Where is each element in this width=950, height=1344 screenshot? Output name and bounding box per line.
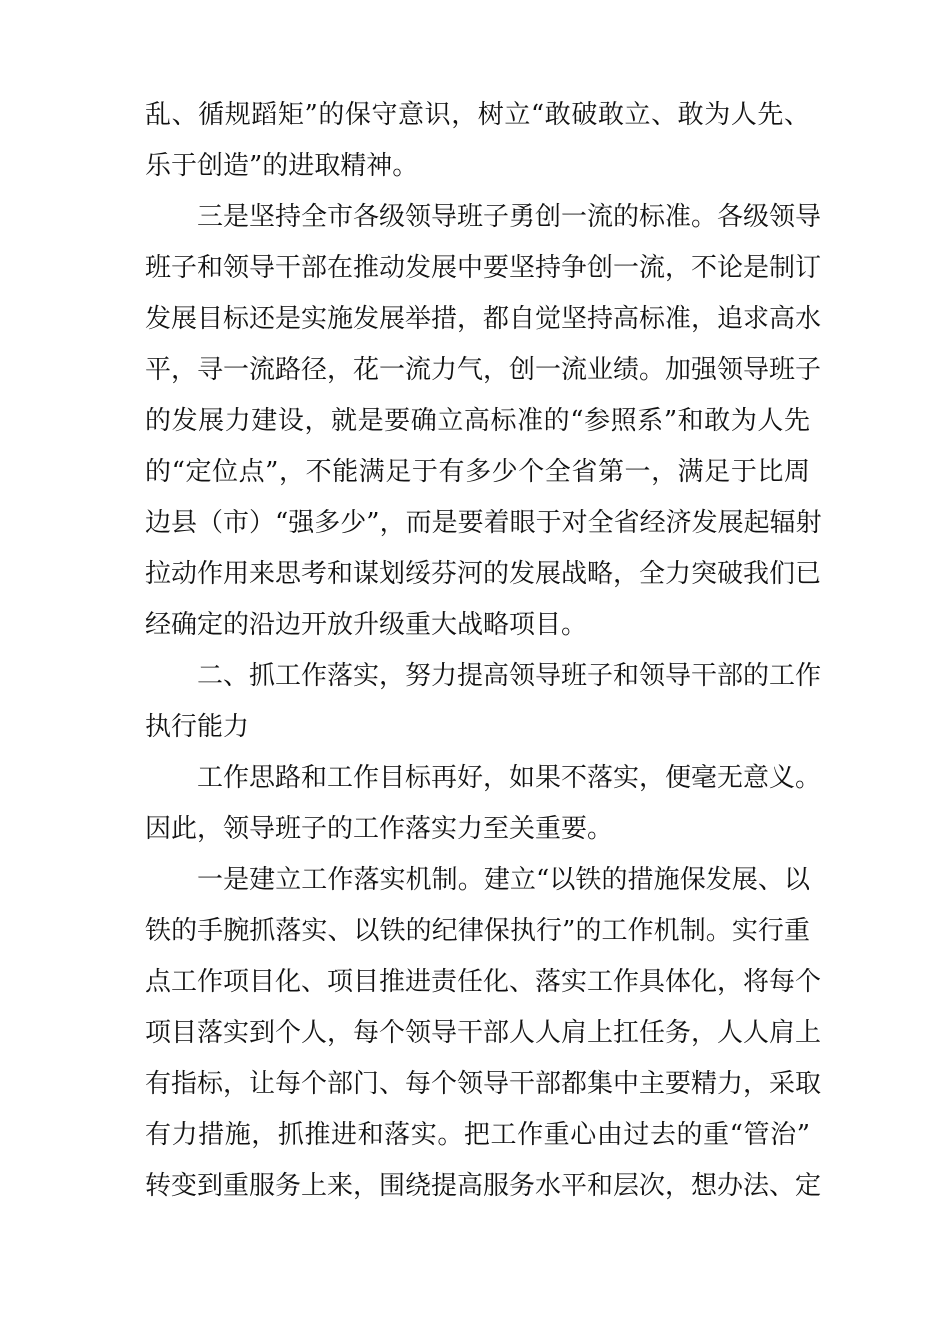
text-line: 发展目标还是实施发展举措，都自觉坚持高标准，追求高水: [145, 304, 822, 334]
text-line: 拉动作用来思考和谋划绥芬河的发展战略，全力突破我们已: [145, 559, 822, 589]
text-line: 点工作项目化、项目推进责任化、落实工作具体化，将每个: [145, 967, 822, 997]
paragraph-first-line: 工作思路和工作目标再好，如果不落实，便毫无意义。: [197, 763, 822, 793]
section-heading-line: 二、抓工作落实，努力提高领导班子和领导干部的工作: [197, 661, 822, 691]
text-line: 转变到重服务上来，围绕提高服务水平和层次，想办法、定: [145, 1171, 822, 1201]
document-body: [145, 90, 822, 1212]
text-line: 铁的手腕抓落实、以铁的纪律保执行”的工作机制。实行重: [145, 916, 810, 946]
text-line: 的发展力建设，就是要确立高标准的“参照系”和敢为人先: [145, 406, 810, 436]
text-line: 有力措施，抓推进和落实。把工作重心由过去的重“管治”: [145, 1120, 810, 1150]
text-line: 项目落实到个人，每个领导干部人人肩上扛任务，人人肩上: [145, 1018, 822, 1048]
text-line: 乱、循规蹈矩”的保守意识，树立“敢破敢立、敢为人先、: [145, 100, 810, 130]
section-heading-line: 执行能力: [145, 712, 250, 742]
text-line: 乐于创造”的进取精神。: [145, 151, 419, 181]
text-line: 平，寻一流路径，花一流力气，创一流业绩。加强领导班子: [145, 355, 822, 385]
text-line: 经确定的沿边开放升级重大战略项目。: [145, 610, 588, 640]
text-line: 班子和领导干部在推动发展中要坚持争创一流，不论是制订: [145, 253, 822, 283]
text-line: 边县（市）“强多少”，而是要着眼于对全省经济发展起辐射: [145, 508, 822, 538]
text-line: 的“定位点”，不能满足于有多少个全省第一，满足于比周: [145, 457, 810, 487]
paragraph-first-line: 三是坚持全市各级领导班子勇创一流的标准。各级领导: [197, 202, 822, 232]
paragraph-first-line: 一是建立工作落实机制。建立“以铁的措施保发展、以: [197, 865, 810, 895]
text-line: 有指标，让每个部门、每个领导干部都集中主要精力，采取: [145, 1069, 822, 1099]
text-line: 因此，领导班子的工作落实力至关重要。: [145, 814, 614, 844]
